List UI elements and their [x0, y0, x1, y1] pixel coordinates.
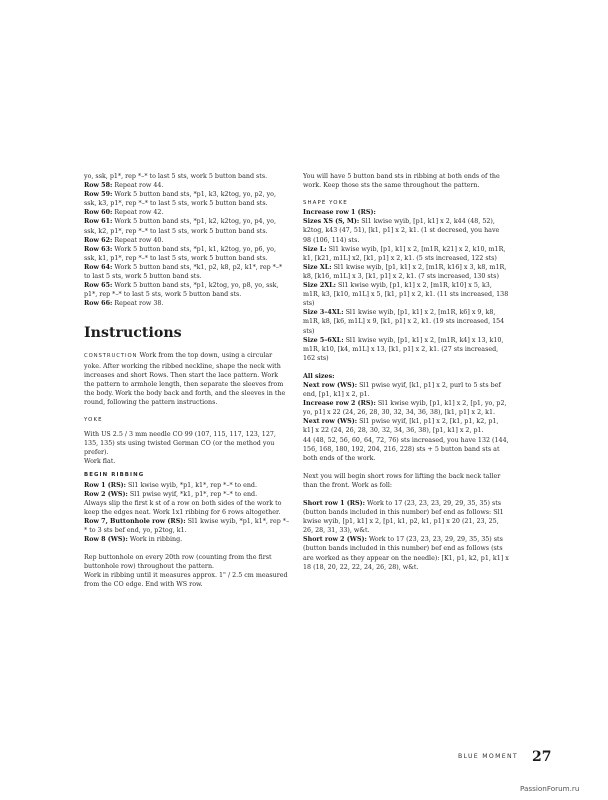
row-item — [84, 281, 290, 299]
row-label: Short row 1 (RS): — [303, 500, 365, 507]
row-item — [84, 181, 290, 190]
watermark: PassionForum.ru — [520, 784, 580, 793]
page-number: 27 — [532, 749, 552, 765]
size-text: Sl1 kwise wyib, [p1, k1] x 2, [m1R, k6] x 9, k8, m1R, k8, [k6, m1L] x 9, [k1, p1] x 2, k1. (19 sts increased, 154 sts) — [303, 309, 505, 335]
shape-yoke-heading: SHAPE YOKE — [303, 200, 348, 207]
row-label: Row 59: — [84, 191, 113, 199]
short-rows-intro: Next you will begin short rows for lifting the back neck taller than the front. Work as foll: — [303, 472, 501, 489]
row-item — [84, 208, 290, 217]
size-item — [303, 336, 509, 363]
row-item — [84, 217, 290, 235]
size-text: Sl1 kwise wyib, [p1, k1] x 2, [m1R, k21] x 2, k10, m1R, k1, [k21, m1L] x2, [k1, p1] x 2, k1. (5 sts increased, 122 sts) — [303, 245, 506, 262]
row-text: Work 5 button band sts, *p1, k2tog, yo, p8, yo, ssk, p1*, rep *–* to last 5 sts, work 5 button band sts. — [84, 282, 279, 299]
work-flat: Work flat. — [84, 458, 116, 466]
size-list — [303, 217, 509, 363]
size-item — [303, 281, 509, 308]
row-text: Sl1 pwise wyif, *k1, p1*, rep *–* to end. — [127, 490, 258, 498]
row-text: Work 5 button band sts, *k1, p2, k8, p2, k1*, rep *–* to last 5 sts, work 5 button band sts. — [84, 263, 283, 281]
row-label: Row 65: — [84, 282, 113, 290]
row-label: Row 64: — [84, 263, 113, 271]
increase-row-1-label — [303, 208, 509, 217]
instructions-heading: Instructions — [84, 325, 182, 342]
row-item — [84, 481, 290, 490]
row-item — [303, 417, 509, 435]
left-column — [84, 172, 290, 590]
size-text: Sl1 kwise wyib, [p1, k1] x 2, k44 (48, 52), k2tog, k43 (47, 51), [k1, p1] x 2, k1. (1 st decresed, you have 98 (106, 114) sts. — [303, 218, 500, 244]
row-item — [84, 499, 290, 517]
row-text: Repeat row 38. — [112, 300, 164, 308]
construction-paragraph — [84, 351, 290, 407]
row-label: Next row (WS): — [303, 381, 358, 389]
size-item — [303, 263, 509, 281]
size-text: Sl1 kwise wyib, [p1, k1] x 2, [m1R, k10] x 5, k3, m1R, k3, [k10, m1L] x 5, [k1, p1] x 2, k1. (11 sts increased, 138 sts) — [303, 282, 509, 308]
row-item — [303, 499, 509, 535]
row-text: Sl1 kwise wyib, *p1, k1*, rep *–* to 3 sts bef end, yo, p2tog, k1. — [84, 517, 290, 534]
button-band-intro: You will have 5 button band sts in ribbing at both ends of the work. Keep those sts the same throughout the pattern. — [303, 173, 500, 190]
all-sizes-label: All sizes: — [303, 372, 335, 380]
all-sizes-heading — [303, 372, 509, 381]
row-text: Sl1 pwise wyif, [k1, p1] x 2, purl to 5 sts bef end, [p1, k1] x 2, p1. — [303, 381, 501, 399]
row-label: Row 58: — [84, 182, 113, 190]
continued-text: yo, ssk, p1*, rep *–* to last 5 sts, work 5 button band sts. — [84, 173, 268, 180]
row-text: Work 5 button band sts, *p1, k1, k2tog, yo, p6, yo, ssk, k1, p1*, rep *–* to last 5 sts, work 5 button band sts. — [84, 245, 277, 262]
row-label: Row 62: — [84, 236, 113, 244]
size-label: Size 5–6XL: — [303, 336, 344, 344]
row-item — [84, 299, 290, 308]
ribbing-rows — [84, 481, 290, 545]
size-text: Sl1 kwise wyib, [p1, k1] x 2, [m1R, k16] x 3, k8, m1R, k8, [k16, m1L] x 3, [k1, p1] x 2, k1. (7 sts increased, 130 sts) — [303, 263, 507, 280]
row-label: Row 63: — [84, 245, 113, 253]
size-label: Size L: — [303, 245, 327, 253]
row-label: Next row (WS): — [303, 418, 358, 426]
row-label: Row 8 (WS): — [84, 536, 128, 544]
row-item — [84, 535, 290, 544]
row-label: Short row 2 (WS): — [303, 536, 367, 544]
row-item — [303, 399, 509, 417]
row-label: Row 2 (WS): — [84, 490, 128, 498]
construction-label: CONSTRUCTION — [84, 353, 138, 360]
increase-summary: 44 (48, 52, 56, 60, 64, 72, 76) sts increased, you have 132 (144, 156, 168, 180, 192, 204, 216, 228) sts + 5 button band sts at both ends of the work. — [303, 436, 509, 462]
page-footer — [458, 750, 558, 764]
running-title: BLUE MOMENT — [458, 753, 518, 760]
row-item — [84, 236, 290, 245]
row-item — [84, 517, 290, 535]
row-label: Row 7, Buttonhole row (RS): — [84, 517, 186, 525]
row-text: Sl1 kwise wyib, [p1, k1] x 2, [p1, yo, p2, yo, p1] x 22 (24, 26, 28, 30, 32, 34, 36, 38), [k1, p1] x 2, k1. — [303, 400, 507, 417]
increase-row-1: Increase row 1 (RS): — [303, 209, 376, 217]
row-text: Work to 17 (23, 23, 23, 29, 29, 35, 35) sts (button bands included in this number) bef end as follows: Sl1 kwise wyib, [p1, k1] x 2, [p1, k1, p2, k1, p1] x 20 (21, 23, 25, 26, 28, 31, 33), w&t. — [303, 500, 504, 535]
size-text: Sl1 kwise wyib, [p1, k1] x 2, [m1R, k4] x 13, k10, m1R, k10, [k4, m1L] x 13, [k1, p1] x 2, k1. (27 sts increased, 162 sts) — [303, 336, 504, 362]
row-item — [84, 263, 290, 281]
row-label: Row 1 (RS): — [84, 481, 126, 489]
buttonhole-note: Rep buttonhole on every 20th row (counting from the first buttonhole row) throughout the pattern. — [84, 554, 272, 571]
row-label: Row 61: — [84, 218, 113, 226]
row-text: Work 5 button band sts, *p1, k2, k2tog, yo, p4, yo, ssk, k2, p1*, rep *–* to last 5 sts, work 5 button band sts. — [84, 218, 277, 235]
size-label: Size 3–4XL: — [303, 309, 344, 317]
size-label: Size XL: — [303, 263, 332, 271]
row-item — [84, 245, 290, 263]
row-list — [84, 181, 290, 308]
row-text: Work 5 button band sts, *p1, k3, k2tog, yo, p2, yo, ssk, k3, p1*, rep *–* to last 5 sts, work 5 button band sts. — [84, 191, 277, 208]
row-text: Sl1 pwise wyif, [k1, p1] x 2, [k1, p1, k2, p1, k1] x 22 (24, 26, 28, 30, 32, 34, 36, 38), [p1, k1] x 2, p1. — [303, 418, 499, 435]
row-text: Always slip the first k st of a row on both sides of the work to keep the edges neat. Work 1x1 ribbing for 6 rows altogether. — [84, 499, 282, 516]
size-item — [303, 308, 509, 335]
ribbing-length: Work in ribbing until it measures approx. 1" / 2.5 cm measured from the CO edge. End with WS row. — [84, 572, 288, 589]
construction-text: Work from the top down, using a circular yoke. After working the ribbed neckline, shape the neck with increases and short Rows. Then start the lace pattern. Work the pattern to armhole length, then separate the sleeves from the body. Work the body back and forth, and the sleeves in the round, following the pattern instructions. — [84, 352, 286, 406]
row-text: Work to 17 (23, 23, 23, 29, 29, 35, 35) sts (button bands included in this number) bef end as follows (sts are worked as they appear on the needle): [K1, p1, k2, p1, k1] x 18 (18, 20, 22, 22, 24, 26, 28), w&t. — [303, 536, 509, 571]
row-label: Row 60: — [84, 209, 113, 217]
row-item — [303, 535, 509, 571]
yoke-heading: YOKE — [84, 416, 103, 423]
size-label: Size 2XL: — [303, 282, 336, 290]
row-item — [303, 381, 509, 399]
row-text: Sl1 kwise wyib, *p1, k1*, rep *–* to end. — [126, 481, 257, 489]
row-item — [84, 190, 290, 208]
size-item — [303, 245, 509, 263]
all-sizes-rows — [303, 381, 509, 436]
size-item — [303, 217, 509, 244]
row-text: Repeat row 42. — [112, 209, 164, 217]
row-item — [84, 490, 290, 499]
ribbing-heading: BEGIN RIBBING — [84, 472, 145, 479]
row-label: Row 66: — [84, 300, 113, 308]
yoke-cast-on: With US 2.5 / 3 mm needle CO 99 (107, 115, 117, 123, 127, 135, 135) sts using twisted German CO (or the method you prefer). — [84, 431, 276, 457]
row-text: Repeat row 40. — [112, 236, 164, 244]
size-label: Sizes XS (S, M): — [303, 218, 360, 226]
right-column — [303, 172, 509, 572]
short-rows — [303, 499, 509, 572]
row-text: Repeat row 44. — [112, 182, 164, 190]
row-text: Work in ribbing. — [127, 536, 183, 544]
row-label: Increase row 2 (RS): — [303, 400, 376, 408]
